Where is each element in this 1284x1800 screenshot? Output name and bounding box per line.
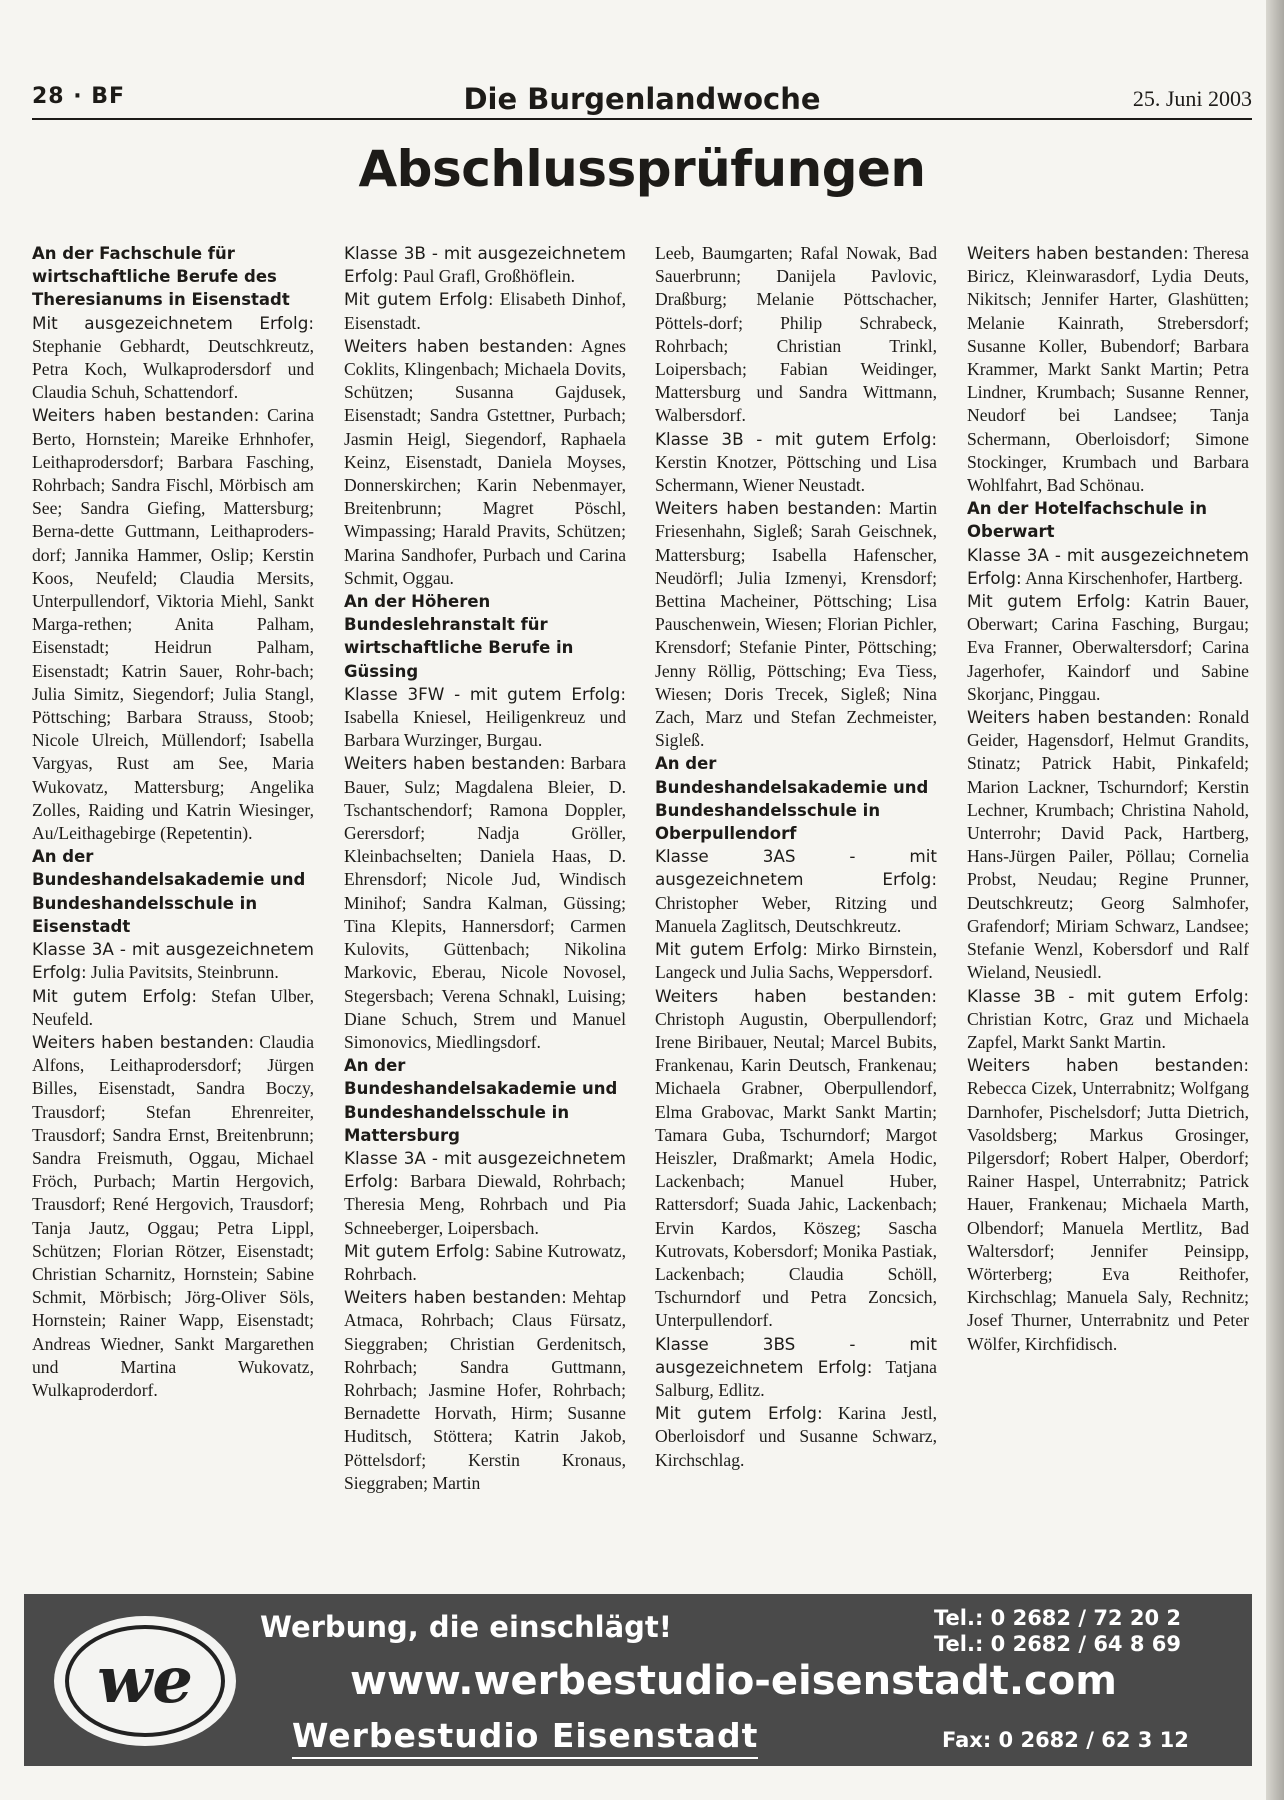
page-number: 28 · BF [32, 84, 126, 109]
result-names: Rebecca Cizek, Unterrabnitz; Wolfgang Darnhofer, Pischelsdorf; Jutta Dietrich, Vasoldsberg; Markus Grosinger, Pilgersdorf; Robert Halper, Oberdorf; Rainer Haspel, Unterrabnitz; Patrick Hauer, Frankenau; Michaela Marth, Olbendorf; Manuela Mertlitz, Bad Waltersdorf; Jennifer Peinsipp, Wörterberg; Eva Reithofer, Kirchschlag; Manuela Saly, Rechnitz; Josef Thurner, Unterrabnitz und Peter Wölfer, Kirchfidisch. [967, 1078, 1249, 1354]
article-column [967, 242, 1249, 1356]
result-names: Agnes Coklits, Klingenbach; Michaela Dovits, Schützen; Susanna Gajdusek, Eisenstadt; Sandra Gstettner, Purbach; Jasmin Heigl, Siegendorf, Raphaela Keinz, Eisenstadt, Daniela Moyses, Donnerskirchen; Karin Nebenmayer, Breitenbrunn; Magret Pöschl, Wimpassing; Harald Pravits, Schützen; Marina Sandhofer, Purbach und Carina Schmit, Oggau. [344, 335, 627, 588]
result-names: Ronald Geider, Hagensdorf, Helmut Grandits, Stinatz; Patrick Habit, Pinkafeld; Marion Lackner, Tschurndorf; Kerstin Lechner, Krumbach; Christina Nahold, Unterrohr; David Pack, Hartberg, Hans-Jürgen Pailer, Pöllau; Cornelia Probst, Neudau; Regine Prunner, Deutschkreutz; Georg Salmhofer, Grafendorf; Miriam Schwarz, Landsee; Stefanie Wenzl, Kobersdorf und Ralf Wieland, Neusiedl. [967, 707, 1249, 983]
result-label: Weiters haben bestanden: [655, 498, 882, 519]
issue-date: 25. Juni 2003 [1132, 86, 1252, 111]
result-label: Weiters haben bestanden: [344, 335, 574, 356]
result-paragraph [344, 335, 626, 590]
result-names: Sabine Kutrowatz, Rohrbach. [344, 1240, 627, 1284]
werbestudio-logo [54, 1616, 236, 1746]
result-label: Mit gutem Erfolg: [655, 1403, 823, 1424]
ad-company-name: Werbestudio Eisenstadt [292, 1716, 758, 1759]
article-column [32, 242, 314, 1402]
result-names: Katrin Bauer, Oberwart; Carina Fasching, Burgau; Eva Franner, Oberwaltersdorf; Carina Jagerhofer, Kaindorf und Sabine Skorjanc, Pinggau. [967, 591, 1249, 704]
ad-fax[interactable]: Fax: 0 2682 / 62 3 12 [942, 1728, 1189, 1752]
result-names: Christopher Weber, Ritzing und Manuela Zaglitsch, Deutschkreutz. [655, 892, 937, 936]
result-names: Christoph Augustin, Oberpullendorf; Irene Biribauer, Neutal; Marcel Bubits, Frankenau, Karin Deutsch, Frankenau; Michaela Grabner, Oberpullendorf, Elma Grabovac, Markt Sankt Martin; Tamara Guba, Tschurndorf; Margot Heiszler, Draßmarkt; Amela Hodic, Lackenbach; Manuel Huber, Rattersdorf; Suada Jahic, Lackenbach; Ervin Kardos, Köszeg; Sascha Kutrovats, Kobersdorf; Monika Pastiak, Lackenbach; Claudia Schöll, Tschurndorf und Petra Zoncsich, Unterpullendorf. [655, 1008, 937, 1331]
result-paragraph [655, 845, 937, 938]
result-paragraph [344, 1286, 626, 1495]
result-paragraph [967, 985, 1249, 1055]
result-paragraph [655, 985, 937, 1333]
newspaper-name: Die Burgenlandwoche [463, 82, 821, 116]
result-paragraph [967, 544, 1249, 590]
result-label: Klasse 3B - mit ausgezeichnetem Erfolg: [344, 243, 626, 287]
result-label: Weiters haben bestanden: [967, 707, 1192, 728]
result-paragraph [344, 683, 626, 753]
result-label: Weiters haben bestanden: [344, 753, 566, 774]
result-label: Klasse 3BS - mit ausgezeichnetem Erfolg: [655, 1333, 937, 1377]
result-names: Paul Grafl, Großhöflein. [398, 266, 576, 287]
school-heading: An der Bundeshandelsakademie und Bundeshandelsschule in Oberpullendorf [655, 754, 929, 844]
article-column [655, 242, 937, 1472]
result-paragraph [967, 706, 1249, 984]
result-names: Isabella Kniesel, Heiligenkreuz und Barbara Wurzinger, Burgau. [344, 707, 626, 751]
result-paragraph [655, 242, 937, 428]
result-names: Kerstin Knotzer, Pöttsching und Lisa Schermann, Wiener Neustadt. [655, 451, 937, 496]
result-names: Stephanie Gebhardt, Deutschkreutz, Petra Koch, Wulkaprodersdorf und Claudia Schuh, Schattendorf. [32, 335, 314, 403]
result-paragraph [344, 752, 626, 1054]
result-paragraph [344, 1147, 626, 1240]
result-label: Klasse 3FW - mit gutem Erfolg: [344, 683, 626, 704]
result-names: Barbara Diewald, Rohrbach; Theresia Meng, Rohrbach und Pia Schneeberger, Loipersbach. [344, 1171, 626, 1238]
result-label: Mit gutem Erfolg: [655, 939, 808, 960]
result-names: Leeb, Baumgarten; Rafal Nowak, Bad Sauerbrunn; Danijela Pavlovic, Draßburg; Melanie Pöttschacher, Pöttels-dorf; Philip Schrabeck, Rohrbach; Christian Trinkl, Loipersbach; Fabian Weidinger, Mattersburg und Sandra Wittmann, Walbersdorf. [655, 243, 937, 426]
school-heading: An der Fachschule für wirtschaftliche Berufe des Theresianums in Eisenstadt [32, 244, 290, 310]
result-paragraph [967, 590, 1249, 706]
result-paragraph [32, 404, 314, 845]
result-label: Weiters haben bestanden: [32, 405, 260, 426]
result-label: Klasse 3A - mit ausgezeichnetem Erfolg: [967, 544, 1249, 588]
result-paragraph [655, 938, 937, 984]
result-paragraph [32, 312, 314, 405]
result-paragraph [344, 242, 626, 288]
result-label: Mit gutem Erfolg: [344, 289, 494, 310]
page-edge [1266, 0, 1284, 1800]
result-names: Karina Jestl, Oberloisdorf und Susanne Schwarz, Kirchschlag. [655, 1403, 938, 1470]
school-heading: An der Hotelfachschule in Oberwart [967, 499, 1207, 542]
result-label: Klasse 3AS - mit ausgezeichnetem Erfolg: [655, 846, 937, 890]
result-label: Mit gutem Erfolg: [967, 591, 1132, 612]
result-names: Claudia Alfons, Leithaprodersdorf; Jürgen Billes, Eisenstadt, Sandra Boczy, Trausdorf; Stefan Ehrenreiter, Trausdorf; Sandra Ernst, Breitenbrunn; Sandra Freismuth, Oggau, Michael Fröch, Purbach; Martin Hergovich, Trausdorf; René Hergovich, Trausdorf; Tanja Jautz, Oggau; Petra Lippl, Schützen; Florian Rötzer, Eisenstadt; Christian Scharnitz, Hornstein; Sabine Schmit, Mörbisch; Jörg-Oliver Söls, Hornstein; Rainer Wapp, Eisenstadt; Andreas Wiedner, Sankt Margarethen und Martina Wukovatz, Wulkaproderdorf. [32, 1031, 315, 1400]
ad-phone-2[interactable]: Tel.: 0 2682 / 64 8 69 [934, 1632, 1182, 1656]
header-rule [32, 118, 1252, 120]
result-names: Christian Kotrc, Graz und Michaela Zapfel, Markt Sankt Martin. [967, 1008, 1249, 1052]
result-paragraph [655, 428, 937, 498]
result-names: Martin Friesenhahn, Sigleß; Sarah Geischnek, Mattersburg; Isabella Hafenscher, Neudörfl; Julia Izmenyi, Krensdorf; Bettina Macheiner, Pöttsching; Lisa Pauschenwein, Wiesen; Florian Pichler, Krensdorf; Stefanie Pinter, Pöttsching; Jenny Röllig, Pöttsching; Eva Tiess, Wiesen; Doris Trecek, Sigleß; Nina Zach, Marz und Stefan Zechmeister, Sigleß. [655, 498, 937, 751]
result-label: Klasse 3A - mit ausgezeichnetem Erfolg: [32, 939, 314, 983]
result-paragraph [344, 288, 626, 334]
result-paragraph [32, 938, 314, 984]
result-label: Klasse 3B - mit gutem Erfolg: [655, 428, 937, 449]
result-names: Theresa Biricz, Kleinwarasdorf, Lydia Deuts, Nikitsch; Jennifer Harter, Glashütten; Melanie Kainrath, Strebersdorf; Susanne Koller, Bubendorf; Barbara Krammer, Markt Sankt Martin; Petra Lindner, Krumbach; Susanne Renner, Neudorf bei Landsee; Tanja Schermann, Oberloisdorf; Simone Stockinger, Krumbach und Barbara Wohlfahrt, Bad Schönau. [967, 243, 1249, 496]
result-label: Weiters haben bestanden: [344, 1287, 567, 1308]
article-columns [32, 242, 1254, 1587]
result-label: Weiters haben bestanden: [967, 1055, 1249, 1076]
result-names: Mehtap Atmaca, Rohrbach; Claus Fürsatz, Sieggraben; Christian Gerdenitsch, Rohrbach; Sandra Guttmann, Rohrbach; Jasmine Hofer, Rohrbach; Bernadette Horvath, Hirm; Susanne Huditsch, Stöttera; Katrin Jakob, Pöttelsdorf; Kerstin Kronaus, Sieggraben; Martin [344, 1287, 626, 1493]
logo-emblem [54, 1616, 236, 1746]
result-paragraph [967, 242, 1249, 497]
result-paragraph [32, 985, 314, 1031]
result-label: Mit gutem Erfolg: [344, 1240, 491, 1261]
result-label: Weiters haben bestanden: [967, 243, 1189, 263]
page-header [32, 82, 1252, 118]
result-names: Barbara Bauer, Sulz; Magdalena Bleier, D. Tschantschendorf; Ramona Doppler, Gerersdorf; Nadja Gröller, Kleinbachselten; Daniela Haas, D. Ehrensdorf; Nicole Jud, Windisch Minihof; Sandra Kalman, Güssing; Tina Klepits, Hannersdorf; Carmen Kulovits, Güttenbach; Nikolina Markovic, Eberau, Nicole Novosel, Stegersbach; Verena Schnakl, Luising; Diane Schuch, Strem und Manuel Simonovics, Miedlingsdorf. [344, 753, 627, 1052]
ad-phone-1[interactable]: Tel.: 0 2682 / 72 20 2 [934, 1606, 1182, 1630]
result-label: Klasse 3A - mit ausgezeichnetem Erfolg: [344, 1147, 626, 1192]
school-heading: An der Bundeshandelsakademie und Bundeshandelsschule in Mattersburg [344, 1056, 618, 1145]
result-label: Klasse 3B - mit gutem Erfolg: [967, 985, 1249, 1006]
advertisement-banner[interactable] [24, 1594, 1252, 1766]
result-names: Julia Pavitsits, Steinbrunn. [86, 962, 279, 983]
result-label: Weiters haben bestanden: [32, 1031, 255, 1052]
result-paragraph [32, 1031, 314, 1402]
result-label: Mit gutem Erfolg: [32, 985, 198, 1006]
result-names: Elisabeth Dinhof, Eisenstadt. [344, 289, 626, 333]
result-paragraph [967, 1054, 1249, 1356]
result-paragraph [655, 1333, 937, 1403]
logo-text: we [97, 1643, 193, 1718]
result-names: Mirko Birnstein, Langeck und Julia Sachs, Weppersdorf. [655, 939, 938, 983]
page-title: Abschlussprüfungen [358, 140, 926, 198]
result-label: Mit ausgezeichnetem Erfolg: [32, 312, 314, 333]
result-names: Tatjana Salburg, Edlitz. [655, 1356, 937, 1400]
result-paragraph [344, 1240, 626, 1286]
result-label: Weiters haben bestanden: [655, 985, 937, 1006]
school-heading: An der Bundeshandelsakademie und Bundeshandelsschule in Eisenstadt [32, 847, 306, 936]
ad-slogan: Werbung, die einschlägt! [260, 1610, 673, 1644]
result-names: Carina Berto, Hornstein; Mareike Erhnhofer, Leithaprodersdorf; Barbara Fasching, Rohrbach; Sandra Fischl, Mörbisch am See; Sandra Giefing, Mattersburg; Berna-dette Guttmann, Leithaproders-dorf; Jannika Hammer, Oslip; Kerstin Koos, Neufeld; Claudia Mersits, Unterpullendorf, Viktoria Miehl, Sankt Marga-rethen; Anita Palham, Eisenstadt; Heidrun Palham, Eisenstadt; Katrin Sauer, Rohr-bach; Julia Simitz, Siegendorf; Julia Stangl, Pöttsching; Barbara Strauss, Stoob; Nicole Ulreich, Müllendorf; Isabella Vargyas, Rust am See, Maria Wukovatz, Mattersburg; Angelika Zolles, Raiding und Katrin Wiesinger, Au/Leithagebirge (Repetentin). [32, 405, 315, 844]
result-names: Stefan Ulber, Neufeld. [32, 985, 315, 1029]
result-paragraph [655, 497, 937, 752]
school-heading: An der Höheren Bundeslehranstalt für wirtschaftliche Berufe in Güssing [344, 592, 574, 681]
result-paragraph [655, 1402, 937, 1472]
ad-website-link[interactable]: www.werbestudio-eisenstadt.com [350, 1658, 1117, 1704]
result-names: Anna Kirschenhofer, Hartberg. [1021, 567, 1243, 588]
article-column [344, 242, 626, 1495]
